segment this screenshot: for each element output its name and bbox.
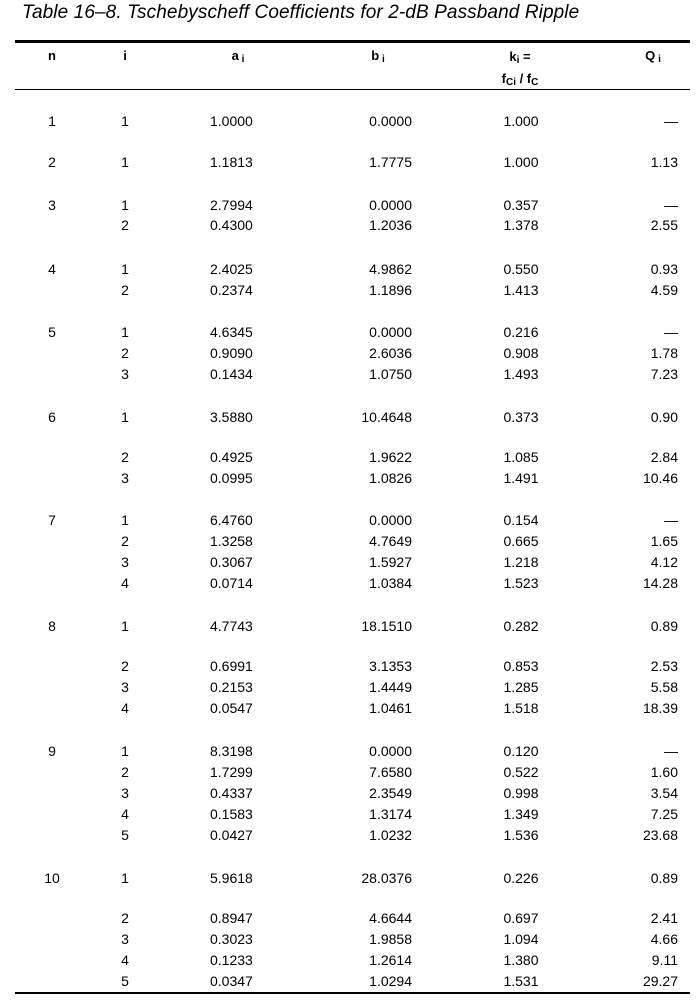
table-cell-n: 8 xyxy=(48,618,56,634)
table-cell-a: 0.3067 xyxy=(210,554,253,570)
table-cell-i: 1 xyxy=(121,618,129,634)
table-cell-b: 4.7649 xyxy=(369,533,412,549)
table-cell-a: 0.0347 xyxy=(210,973,253,989)
table-cell-n: 2 xyxy=(48,154,56,170)
table-cell-k: 1.094 xyxy=(503,931,539,947)
table-cell-k: 0.282 xyxy=(503,618,539,634)
table-cell-q: 29.27 xyxy=(642,973,678,989)
table-cell-b: 4.9862 xyxy=(369,261,412,277)
table-title: Table 16–8. Tschebyscheff Coefficients for 2-dB Passband Ripple xyxy=(22,2,580,23)
table-cell-a: 1.7299 xyxy=(210,764,253,780)
table-cell-i: 2 xyxy=(121,910,129,926)
table-cell-b: 1.7775 xyxy=(369,154,412,170)
table-cell-i: 1 xyxy=(121,512,129,528)
table-cell-b: 18.1510 xyxy=(361,618,412,634)
table-cell-q: 3.54 xyxy=(650,785,678,801)
table-cell-q: 1.60 xyxy=(650,764,678,780)
column-header-i-label: i xyxy=(123,48,127,63)
table-cell-k: 1.413 xyxy=(503,282,539,298)
table-cell-b: 7.6580 xyxy=(369,764,412,780)
table-cell-i: 3 xyxy=(121,366,129,382)
table-cell-q: 0.90 xyxy=(650,409,678,425)
table-cell-b: 1.3174 xyxy=(369,806,412,822)
table-cell-q: 10.46 xyxy=(642,470,678,486)
table-cell-b: 1.0384 xyxy=(369,575,412,591)
table-cell-q: — xyxy=(664,113,678,129)
table-cell-k: 1.285 xyxy=(503,679,539,695)
table-cell-a: 0.2374 xyxy=(210,282,253,298)
column-header-q-label: Q xyxy=(645,48,656,63)
table-cell-a: 6.4760 xyxy=(210,512,253,528)
table-cell-a: 0.4300 xyxy=(210,217,253,233)
table-cell-q: — xyxy=(664,743,678,759)
column-header-k-equals: = xyxy=(519,49,531,64)
table-cell-i: 1 xyxy=(121,324,129,340)
table-cell-k: 1.349 xyxy=(503,806,539,822)
table-cell-a: 0.0995 xyxy=(210,470,253,486)
table-cell-a: 0.0427 xyxy=(210,827,253,843)
table-cell-a: 8.3198 xyxy=(210,743,253,759)
table-cell-q: — xyxy=(664,197,678,213)
table-cell-q: 0.89 xyxy=(650,870,678,886)
table-cell-k: 1.218 xyxy=(503,554,539,570)
table-cell-q: 0.89 xyxy=(650,618,678,634)
table-cell-i: 4 xyxy=(121,575,129,591)
table-cell-b: 10.4648 xyxy=(361,409,412,425)
table-cell-b: 2.3549 xyxy=(369,785,412,801)
table-cell-k: 1.380 xyxy=(503,952,539,968)
table-cell-n: 10 xyxy=(44,870,60,886)
table-cell-n: 5 xyxy=(48,324,56,340)
table-cell-b: 1.5927 xyxy=(369,554,412,570)
table-cell-b: 28.0376 xyxy=(361,870,412,886)
table-cell-k: 0.357 xyxy=(503,197,539,213)
table-cell-b: 0.0000 xyxy=(369,743,412,759)
table-cell-q: 4.12 xyxy=(650,554,678,570)
column-header-a-label: a xyxy=(231,48,239,63)
table-cell-a: 0.4925 xyxy=(210,449,253,465)
column-header-k-slash: / f xyxy=(515,71,532,86)
table-cell-k: 0.154 xyxy=(503,512,539,528)
table-cell-q: 23.68 xyxy=(642,827,678,843)
table-cell-a: 4.7743 xyxy=(210,618,253,634)
table-cell-b: 1.2614 xyxy=(369,952,412,968)
table-cell-k: 1.523 xyxy=(503,575,539,591)
table-cell-a: 0.9090 xyxy=(210,345,253,361)
column-header-b-subscript: i xyxy=(381,54,385,65)
table-cell-b: 0.0000 xyxy=(369,512,412,528)
table-cell-q: 14.28 xyxy=(642,575,678,591)
column-header-b-label: b xyxy=(371,48,380,63)
table-cell-b: 1.9858 xyxy=(369,931,412,947)
table-cell-i: 4 xyxy=(121,700,129,716)
column-header-q-subscript: i xyxy=(658,54,661,65)
table-cell-q: 4.59 xyxy=(650,282,678,298)
column-header-k-label: k xyxy=(509,49,517,64)
table-cell-i: 3 xyxy=(121,785,129,801)
table-cell-k: 0.908 xyxy=(503,345,539,361)
table-cell-k: 1.000 xyxy=(503,113,539,129)
table-cell-k: 1.000 xyxy=(503,154,539,170)
table-cell-b: 0.0000 xyxy=(369,113,412,129)
table-cell-k: 0.373 xyxy=(503,409,539,425)
table-cell-a: 3.5880 xyxy=(210,409,253,425)
table-cell-i: 1 xyxy=(121,261,129,277)
table-cell-k: 1.378 xyxy=(503,217,539,233)
table-cell-a: 0.4337 xyxy=(210,785,253,801)
table-cell-a: 0.0714 xyxy=(210,575,253,591)
table-cell-b: 1.0750 xyxy=(369,366,412,382)
bottom-rule xyxy=(15,992,690,994)
table-cell-i: 5 xyxy=(121,827,129,843)
table-cell-b: 1.0461 xyxy=(369,700,412,716)
table-cell-i: 1 xyxy=(121,113,129,129)
table-cell-i: 2 xyxy=(121,345,129,361)
table-cell-k: 0.853 xyxy=(503,658,539,674)
table-cell-a: 2.4025 xyxy=(210,261,253,277)
table-cell-n: 9 xyxy=(48,743,56,759)
table-cell-k: 0.226 xyxy=(503,870,539,886)
column-header-k-f2-subscript: C xyxy=(531,77,539,88)
table-cell-k: 1.491 xyxy=(503,470,539,486)
table-cell-i: 5 xyxy=(121,973,129,989)
table-cell-b: 1.4449 xyxy=(369,679,412,695)
table-cell-a: 0.6991 xyxy=(210,658,253,674)
table-cell-q: 1.13 xyxy=(650,154,678,170)
table-cell-i: 2 xyxy=(121,764,129,780)
table-cell-i: 1 xyxy=(121,197,129,213)
table-cell-b: 1.2036 xyxy=(369,217,412,233)
table-cell-i: 2 xyxy=(121,217,129,233)
table-cell-q: — xyxy=(664,324,678,340)
table-cell-n: 4 xyxy=(48,261,56,277)
table-cell-b: 1.1896 xyxy=(369,282,412,298)
table-cell-q: — xyxy=(664,512,678,528)
table-cell-b: 1.0232 xyxy=(369,827,412,843)
table-cell-i: 4 xyxy=(121,952,129,968)
table-cell-q: 2.41 xyxy=(650,910,678,926)
table-cell-b: 3.1353 xyxy=(369,658,412,674)
column-header-k-subscript: i xyxy=(516,55,520,66)
table-cell-a: 2.7994 xyxy=(210,197,253,213)
table-cell-i: 1 xyxy=(121,870,129,886)
table-cell-n: 1 xyxy=(48,113,56,129)
table-cell-k: 0.998 xyxy=(503,785,539,801)
table-cell-i: 3 xyxy=(121,470,129,486)
table-cell-a: 1.0000 xyxy=(210,113,253,129)
table-cell-b: 1.0294 xyxy=(369,973,412,989)
table-cell-b: 0.0000 xyxy=(369,324,412,340)
table-cell-a: 0.0547 xyxy=(210,700,253,716)
table-cell-a: 0.2153 xyxy=(210,679,253,695)
table-cell-i: 2 xyxy=(121,282,129,298)
table-cell-i: 1 xyxy=(121,154,129,170)
table-cell-q: 1.65 xyxy=(650,533,678,549)
table-cell-i: 1 xyxy=(121,743,129,759)
table-cell-k: 1.518 xyxy=(503,700,539,716)
table-cell-n: 6 xyxy=(48,409,56,425)
table-cell-k: 1.531 xyxy=(503,973,539,989)
table-cell-a: 0.1233 xyxy=(210,952,253,968)
table-cell-i: 2 xyxy=(121,449,129,465)
table-cell-i: 3 xyxy=(121,931,129,947)
table-cell-b: 2.6036 xyxy=(369,345,412,361)
table-cell-k: 0.665 xyxy=(503,533,539,549)
table-cell-a: 0.8947 xyxy=(210,910,253,926)
table-cell-k: 1.085 xyxy=(503,449,539,465)
table-cell-q: 2.84 xyxy=(650,449,678,465)
table-cell-a: 0.1434 xyxy=(210,366,253,382)
table-cell-q: 7.23 xyxy=(650,366,678,382)
table-cell-q: 1.78 xyxy=(650,345,678,361)
table-cell-k: 0.697 xyxy=(503,910,539,926)
table-cell-a: 1.3258 xyxy=(210,533,253,549)
column-header-a-subscript: i xyxy=(241,54,245,65)
table-cell-b: 4.6644 xyxy=(369,910,412,926)
table-cell-i: 2 xyxy=(121,533,129,549)
table-cell-q: 2.55 xyxy=(650,217,678,233)
table-cell-k: 0.550 xyxy=(503,261,539,277)
table-cell-b: 0.0000 xyxy=(369,197,412,213)
table-cell-k: 0.216 xyxy=(503,324,539,340)
table-cell-a: 0.3023 xyxy=(210,931,253,947)
table-cell-i: 3 xyxy=(121,679,129,695)
table-cell-q: 0.93 xyxy=(650,261,678,277)
table-cell-k: 1.536 xyxy=(503,827,539,843)
column-header-n-label: n xyxy=(48,48,56,63)
table-cell-a: 4.6345 xyxy=(210,324,253,340)
table-cell-q: 5.58 xyxy=(650,679,678,695)
table-cell-i: 4 xyxy=(121,806,129,822)
column-header-k-f1-subscript: Ci xyxy=(505,77,516,88)
table-cell-q: 7.25 xyxy=(650,806,678,822)
table-cell-b: 1.0826 xyxy=(369,470,412,486)
table-cell-i: 3 xyxy=(121,554,129,570)
table-cell-q: 9.11 xyxy=(651,952,678,968)
column-header-k-f1: f xyxy=(501,71,506,86)
table-cell-n: 7 xyxy=(48,512,56,528)
table-cell-a: 0.1583 xyxy=(210,806,253,822)
table-cell-k: 1.493 xyxy=(503,366,539,382)
table-cell-b: 1.9622 xyxy=(369,449,412,465)
table-cell-k: 0.522 xyxy=(503,764,539,780)
table-cell-q: 18.39 xyxy=(642,700,678,716)
table-cell-n: 3 xyxy=(48,197,56,213)
table-cell-q: 4.66 xyxy=(650,931,678,947)
table-cell-q: 2.53 xyxy=(650,658,678,674)
table-cell-k: 0.120 xyxy=(503,743,539,759)
table-cell-a: 5.9618 xyxy=(210,870,253,886)
table-cell-a: 1.1813 xyxy=(210,154,253,170)
table-cell-i: 1 xyxy=(121,409,129,425)
table-cell-i: 2 xyxy=(121,658,129,674)
